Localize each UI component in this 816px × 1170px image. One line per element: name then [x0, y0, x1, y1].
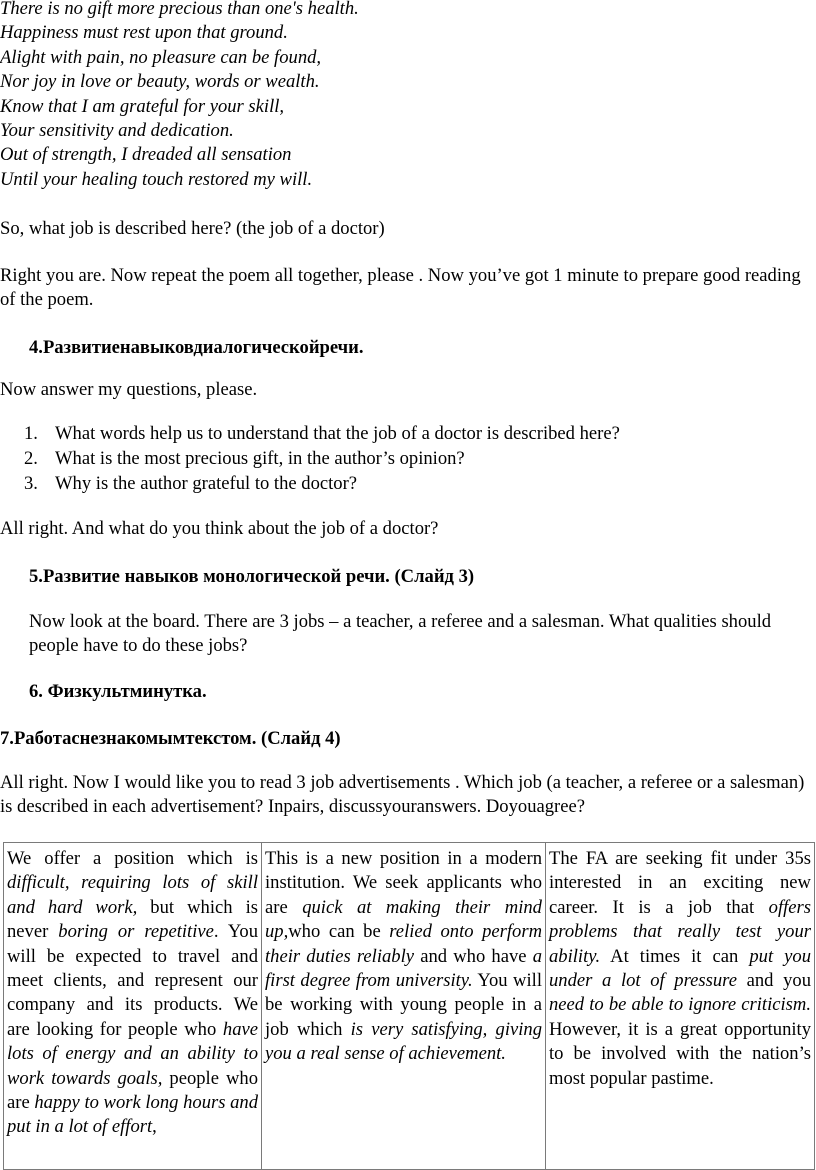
poem-line: Until your healing touch restored my will. [0, 168, 313, 190]
poem [0, 0, 359, 192]
section-4-heading: 4.Развитиенавыковдиалогическойречи. [29, 337, 364, 358]
poem-line: Alight with pain, no pleasure can be found, [0, 46, 322, 68]
section-4-followup: All right. And what do you think about the job of a doctor? [0, 518, 439, 539]
section-5-heading: 5.Развитие навыков монологической речи. (Слайд 3) [29, 566, 475, 587]
list-item: 1. What words help us to understand that the job of a doctor is described here? [24, 423, 620, 444]
repeat-poem-paragraph: Right you are. Now repeat the poem all together, please . Now you’ve got 1 minute to prepare good reading of the poem. [0, 265, 801, 311]
ad-cell-1: We offer a position which is difficult, requiring lots of skill and hard work, but which is never boring or repetitive. You will be expected to travel and meet clients, and represent our company and its products. We are looking for people who have lots of energy and an ability to work towards goals, people who are happy to work long hours and put in a lot of effort, [4, 843, 262, 1170]
poem-line: Happiness must rest upon that ground. [0, 22, 288, 44]
section-7-heading: 7.Работаснезнакомымтекстом. (Слайд 4) [0, 728, 341, 749]
questions-list [0, 421, 620, 496]
poem-line: Out of strength, I dreaded all sensation [0, 144, 292, 166]
section-6-heading: 6. Физкультминутка. [29, 681, 207, 702]
poem-line: Nor joy in love or beauty, words or wealth. [0, 71, 320, 93]
job-ads-table [3, 842, 815, 1170]
section-7-text: All right. Now I would like you to read 3 job advertisements . Which job (a teacher, a referee or a salesman) is described in each advertisement? Inpairs, discussyouranswers. Doyouagree? [0, 772, 805, 818]
ad-cell-3: The FA are seeking fit under 35s interested in an exciting new career. It is a job that offers problems that really test your ability. At times it can put you under a lot of pressure and you need to be able to ignore criticism. However, it is a great opportunity to be involved with the nation’s most popular pastime. [546, 843, 815, 1170]
list-item: 3. Why is the author grateful to the doctor? [24, 473, 358, 494]
list-item: 2. What is the most precious gift, in the author’s opinion? [24, 448, 465, 469]
ad-cell-2: This is a new position in a modern institution. We seek applicants who are quick at making their mind up,who can be relied onto perform their duties reliably and who have a first degree from university. You will be working with young people in a job which is very satisfying, giving you a real sense of achievement. [262, 843, 546, 1170]
poem-line: There is no gift more precious than one's health. [0, 0, 359, 19]
poem-line: Your sensitivity and dedication. [0, 120, 234, 142]
question-job: So, what job is described here? (the job of a doctor) [0, 218, 385, 239]
poem-line: Know that I am grateful for your skill, [0, 95, 285, 117]
section-4-intro: Now answer my questions, please. [0, 379, 258, 400]
section-5-text: Now look at the board. There are 3 jobs – a teacher, a referee and a salesman. What qualities should people have to do these jobs? [29, 611, 772, 657]
